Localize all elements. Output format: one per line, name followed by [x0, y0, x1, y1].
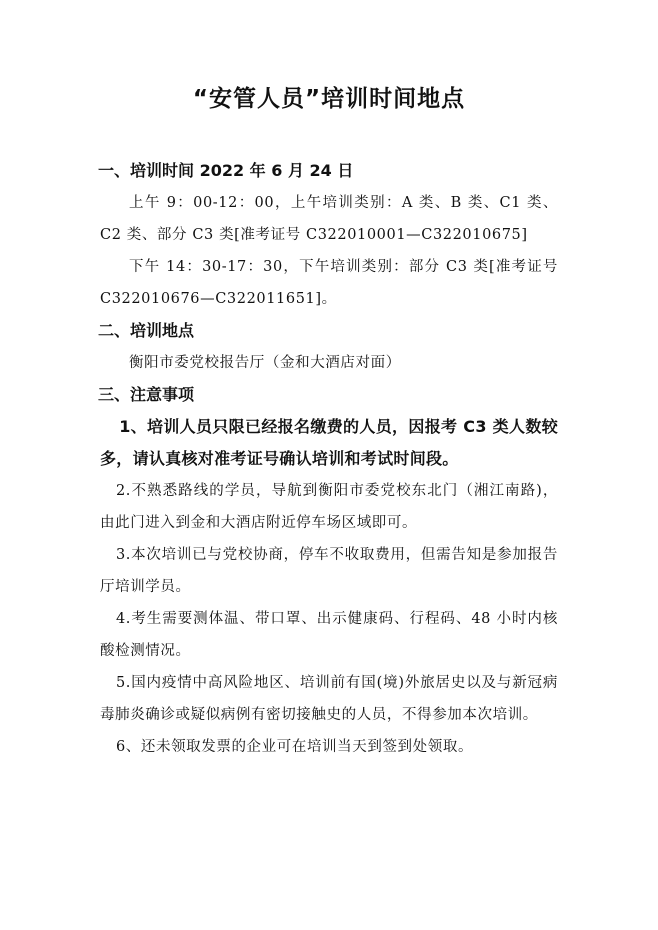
- notice-item-2: 2.不熟悉路线的学员，导航到衡阳市委党校东北门（湘江南路)，由此门进入到金和大酒店附近停车场区域即可。: [100, 483, 558, 531]
- section-heading-notes: 三、注意事项: [98, 385, 195, 404]
- document-title: “安管人员”培训时间地点: [192, 86, 466, 112]
- paragraph-location: 衡阳市委党校报告厅（金和大酒店对面）: [129, 355, 401, 371]
- document-body: [100, 155, 558, 763]
- notice-item-3: 3.本次培训已与党校协商，停车不收取费用，但需告知是参加报告厅培训学员。: [100, 547, 558, 595]
- section-heading-training-time: 一、培训时间 2022 年 6 月 24 日: [98, 161, 354, 180]
- notice-bold-item-1: 1、培训人员只限已经报名缴费的人员，因报考 C3 类人数较多，请认真核对准考证号确认培训和考试时间段。: [100, 417, 558, 468]
- notice-item-5: 5.国内疫情中高风险地区、培训前有国(境)外旅居史以及与新冠病毒肺炎确诊或疑似病例有密切接触史的人员，不得参加本次培训。: [100, 675, 558, 723]
- paragraph-afternoon-session: 下午 14：30-17：30，下午培训类别：部分 C3 类[准考证号 C322010676—C322011651]。: [100, 259, 558, 307]
- section-heading-training-location: 二、培训地点: [98, 321, 195, 340]
- notice-item-6: 6、还未领取发票的企业可在培训当天到签到处领取。: [115, 739, 474, 755]
- paragraph-morning-session: 上午 9：00-12：00，上午培训类别：A 类、B 类、C1 类、C2 类、部分 C3 类[准考证号 C322010001—C322010675]: [100, 195, 558, 243]
- notice-item-4: 4.考生需要测体温、带口罩、出示健康码、行程码、48 小时内核酸检测情况。: [100, 611, 558, 659]
